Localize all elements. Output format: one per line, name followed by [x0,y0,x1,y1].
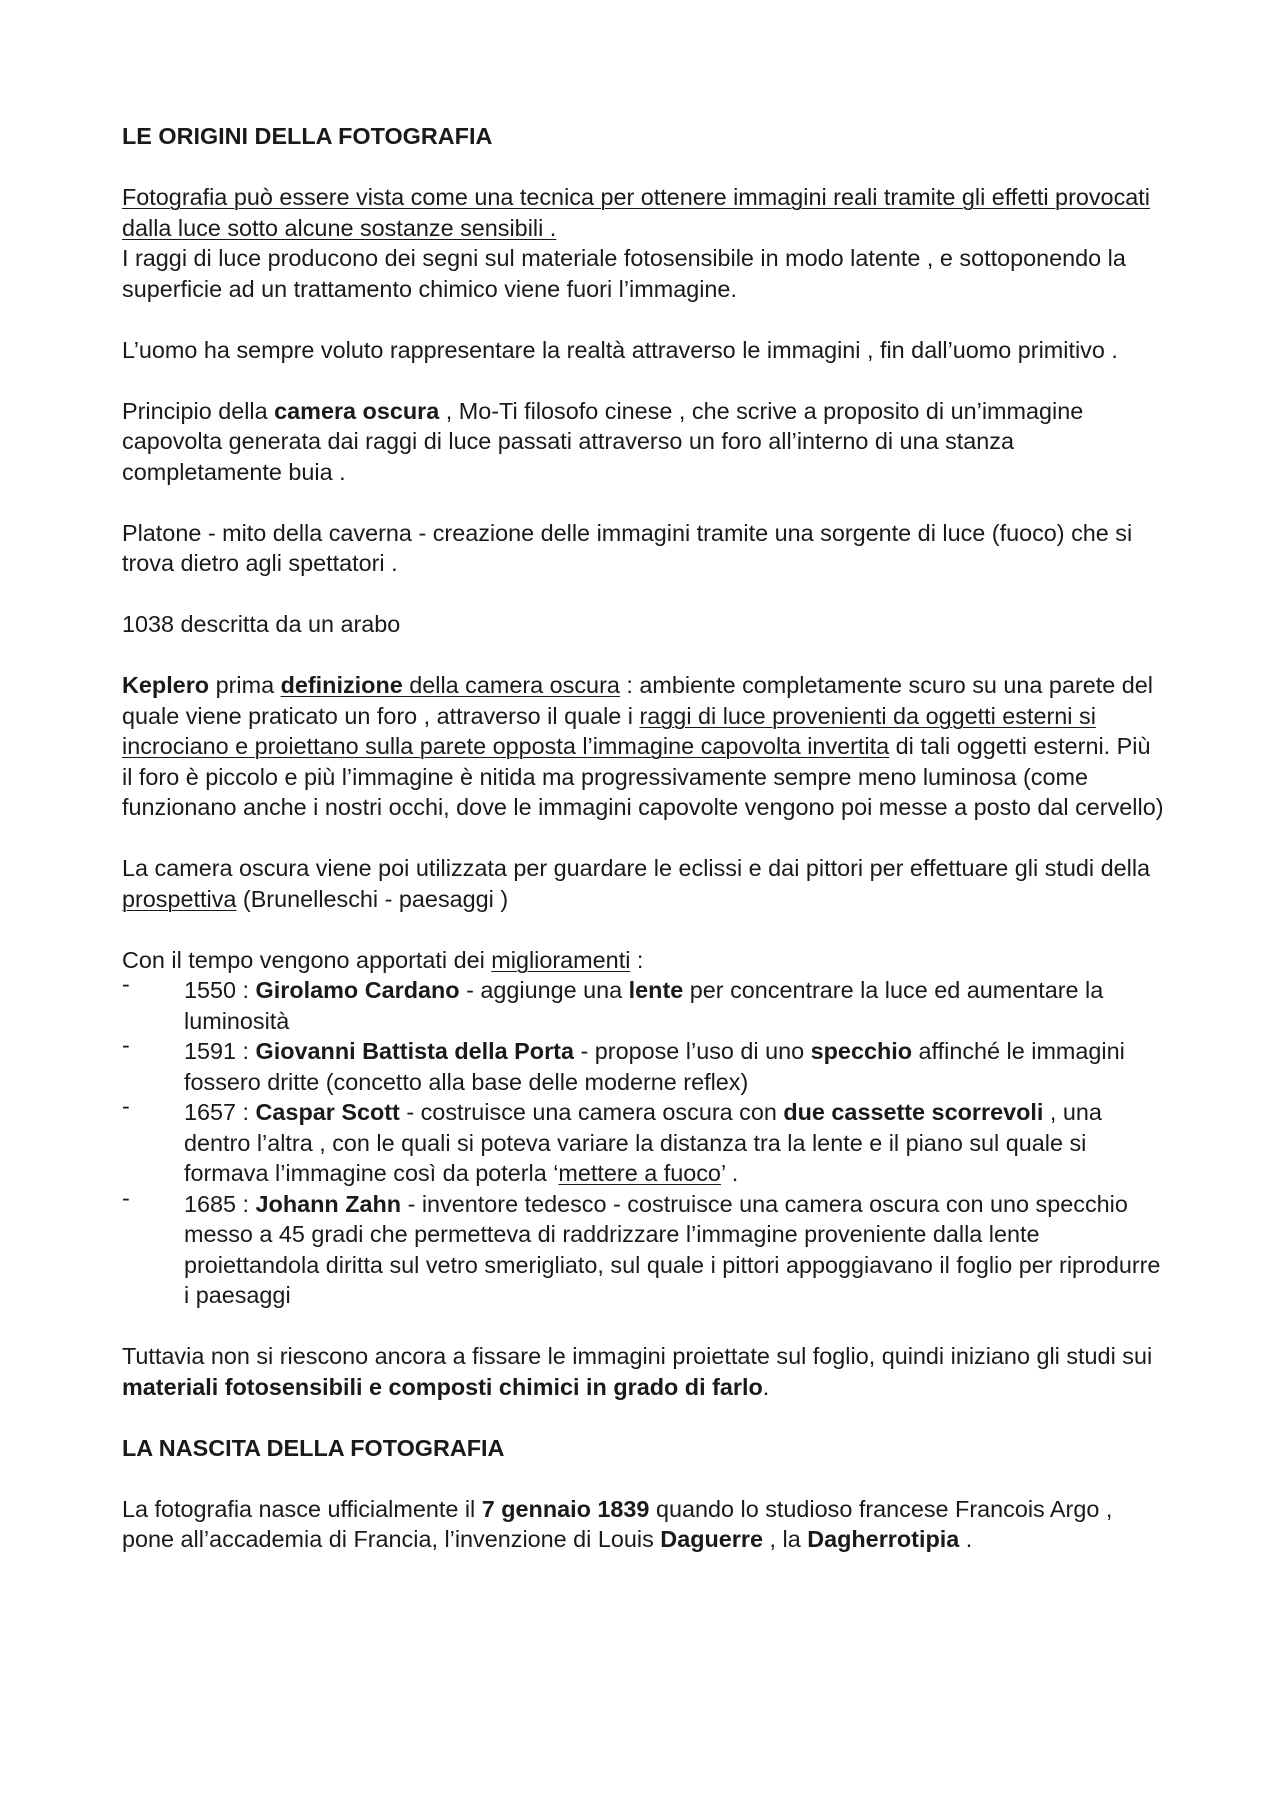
text: 1657 : [184,1099,256,1125]
bold-dagherrotipia: Dagherrotipia [807,1526,960,1552]
dash-bullet: - [122,1184,130,1211]
text: : ambiente completamente scuro su una parete del quale viene praticato un foro , attraverso il quale i [122,672,1153,729]
text: 1685 : [184,1190,256,1217]
text: (Brunelleschi - paesaggi ) [236,885,509,912]
paragraph-keplero [122,670,1167,823]
bold-term: due cassette scorrevoli [783,1099,1044,1125]
text: La fotografia nasce ufficialmente il [122,1495,482,1522]
text: Principio della [122,397,275,424]
paragraph-definition [122,182,1167,304]
paragraph-camera-oscura-principle [122,396,1167,488]
paragraph-1038: 1038 descritta da un arabo [122,611,401,637]
improvements-list [122,971,1167,1311]
text: . [959,1526,973,1552]
text: 1550 : [184,977,256,1003]
paragraph-platone: Platone - mito della caverna - creazione delle immagini tramite una sorgente di luce (fuoco) che si trova dietro agli spettatori . [122,519,1133,576]
dash-bullet: - [122,971,130,997]
bold-underlined-definizione: definizione [280,672,403,698]
text: : [630,946,644,973]
list-item [122,1093,1167,1189]
text: prima [209,672,281,698]
paragraph-eclissi [122,853,1167,914]
text: per concentrare la luce ed aumentare la luminosità [184,977,1104,1034]
underlined-mettere-a-fuoco: mettere a fuoco [558,1160,721,1186]
text: - costruisce una camera oscura con [399,1099,784,1125]
text: Con il tempo vengono apportati dei [122,946,492,973]
underlined-definition: Fotografia può essere vista come una tecnica per ottenere immagini reali tramite gli effetti provocati dalla luce sotto alcune sostanze sensibili . [122,184,1150,241]
underlined-raggi: raggi di luce provenienti da oggetti esterni si incrociano e proiettano sulla parete opposta l’immagine capovolta invertita [122,702,1096,759]
bold-name: Girolamo Cardano [255,977,460,1003]
list-item [122,1184,1167,1311]
bold-keplero: Keplero [122,672,210,698]
text: - inventore tedesco - costruisce una camera oscura con uno specchio messo a 45 gradi che permetteva di raddrizzare l’immagine proveniente dalla lente proiettandola diritta sul vetro smerigliato, sul quale i pittori appoggiavano il foglio per riprodurre i paesaggi [184,1190,1161,1308]
section-title-birth: LA NASCITA DELLA FOTOGRAFIA [122,1434,505,1461]
bold-date: 7 gennaio 1839 [481,1495,650,1522]
bold-term: specchio [810,1038,913,1064]
text: di tali oggetti esterni. Più il foro è piccolo e più l’immagine è nitida ma progressivamente sempre meno luminosa (come funzionano anche i nostri occhi, dove le immagini capovolte vengono poi messe a posto dal cervello) [122,733,1164,820]
section-title-origins: LE ORIGINI DELLA FOTOGRAFIA [122,123,493,149]
text: quando lo studioso francese Francois Argo , pone all’accademia di Francia, l’invenzione di Louis [122,1495,1113,1552]
bold-term: lente [628,977,684,1003]
text-latent: I raggi di luce producono dei segni sul materiale fotosensibile in modo latente , e sottoponendo la superficie ad un trattamento chimico viene fuori l’immagine. [122,245,1126,302]
paragraph-human-representation: L’uomo ha sempre voluto rappresentare la realtà attraverso le immagini , fin dall’uomo primitivo . [122,336,1118,363]
text: ’ . [720,1160,739,1186]
underlined-camera-oscura: della camera oscura [402,672,620,698]
text: , Mo-Ti filosofo cinese , che scrive a proposito di un’immagine capovolta generata dai raggi di luce passati attraverso un foro all’interno di una stanza completamente buia . [122,397,1084,485]
bold-materiali: materiali fotosensibili e composti chimici in grado di farlo [122,1373,763,1400]
text: - propose l’uso di uno [573,1038,811,1064]
paragraph-tuttavia [122,1341,1167,1402]
bold-name: Giovanni Battista della Porta [255,1038,574,1064]
bold-daguerre: Daguerre [660,1526,763,1552]
underlined-miglioramenti: miglioramenti [491,946,631,973]
paragraph-miglioramenti [122,945,1167,976]
bold-name: Johann Zahn [255,1190,402,1217]
list-item [122,971,1167,1036]
text: , la [763,1526,808,1552]
paragraph-nascita [122,1494,1167,1555]
text: . [762,1373,770,1400]
bold-camera-oscura: camera oscura [274,397,440,424]
dash-bullet: - [122,1093,130,1119]
text: , una dentro l’altra , con le quali si poteva variare la distanza tra la lente e il piano sul quale si formava l’immagine così da poterla ‘ [184,1099,1102,1186]
text: - aggiunge una [459,977,629,1003]
dash-bullet: - [122,1032,130,1058]
bold-name: Caspar Scott [255,1099,400,1125]
text: Tuttavia non si riescono ancora a fissare le immagini proiettate sul foglio, quindi iniziano gli studi sui [122,1343,1153,1369]
text: 1591 : [184,1038,256,1064]
text: affinché le immagini fossero dritte (concetto alla base delle moderne reflex) [184,1038,1125,1095]
underlined-prospettiva: prospettiva [122,885,237,912]
text: La camera oscura viene poi utilizzata per guardare le eclissi e dai pittori per effettuare gli studi della [122,855,1151,881]
list-item [122,1032,1167,1097]
document-page [122,121,1167,1555]
